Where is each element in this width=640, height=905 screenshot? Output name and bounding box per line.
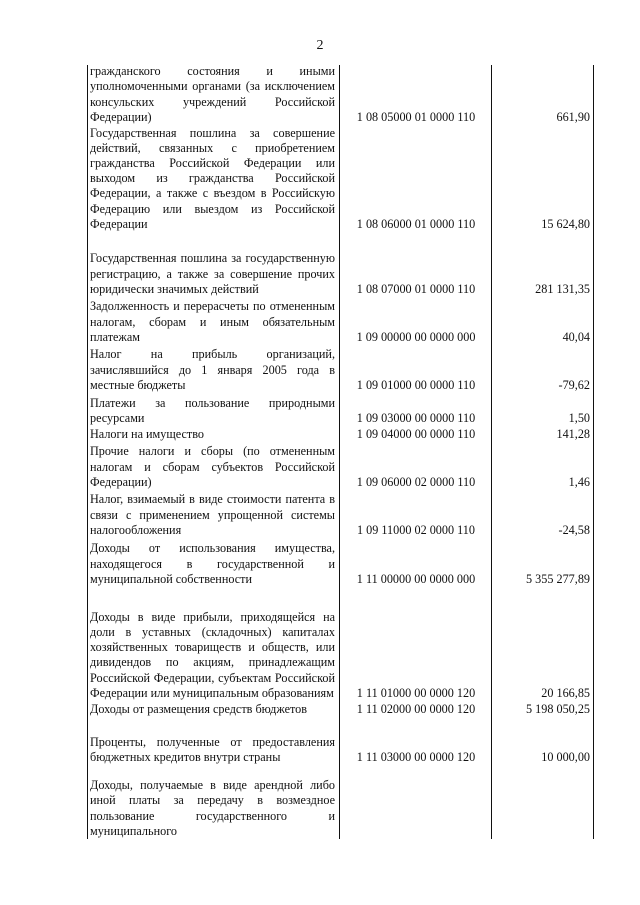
row-amount: 5 198 050,25 <box>526 701 590 716</box>
row-amount: 1,46 <box>568 474 590 489</box>
row-amount: 141,28 <box>556 426 590 441</box>
row-description: Доходы, получаемые в виде арендной либо иной платы за передачу в возмездное пользование государственного и муниципального <box>90 778 335 838</box>
row-description: Государственная пошлина за государственную регистрацию, а также за совершение прочих юридически значимых действий <box>90 251 335 296</box>
row-amount: 661,90 <box>556 109 590 124</box>
row-description: Доходы от размещения средств бюджетов <box>90 701 308 716</box>
table-row <box>87 587 594 701</box>
row-description: Задолженность и перерасчеты по отмененным налогам, сборам и иным обязательным платежам <box>90 299 335 344</box>
row-description: Налоги на имущество <box>90 426 204 441</box>
row-code: 1 11 01000 00 0000 120 <box>356 685 476 700</box>
row-description: Налог, взимаемый в виде стоимости патента в связи с применением упрощенной системы налогообложения <box>90 492 335 537</box>
row-code: 1 09 11000 02 0000 110 <box>357 522 475 537</box>
row-code: 1 09 00000 00 0000 000 <box>356 329 476 344</box>
row-amount: 40,04 <box>562 329 590 344</box>
row-code: 1 09 06000 02 0000 110 <box>356 474 476 489</box>
row-code: 1 08 06000 01 0000 110 <box>356 216 476 231</box>
row-code: 1 11 00000 00 0000 000 <box>356 571 476 586</box>
row-amount: -79,62 <box>558 377 590 392</box>
row-code: 1 09 03000 00 0000 110 <box>356 410 476 425</box>
row-code: 1 08 05000 01 0000 110 <box>356 109 476 124</box>
table-row <box>87 490 594 538</box>
table-row <box>87 345 594 393</box>
row-code: 1 09 04000 00 0000 110 <box>356 426 476 441</box>
row-code: 1 11 02000 00 0000 120 <box>356 701 476 716</box>
table-row <box>87 65 594 125</box>
table-row <box>87 701 594 717</box>
row-amount: -24,58 <box>558 522 590 537</box>
table-row <box>87 297 594 345</box>
row-amount: 20 166,85 <box>541 685 590 700</box>
budget-revenue-table <box>87 65 594 839</box>
row-amount: 10 000,00 <box>541 749 590 764</box>
row-amount: 15 624,80 <box>541 216 590 231</box>
table-row <box>87 232 594 297</box>
row-description: Прочие налоги и сборы (по отмененным налогам и сборам субъектов Российской Федерации) <box>90 444 335 489</box>
table-row <box>87 765 594 839</box>
table-row <box>87 426 594 442</box>
row-amount: 281 131,35 <box>535 281 590 296</box>
table-row <box>87 717 594 765</box>
row-code: 1 09 01000 00 0000 110 <box>356 377 476 392</box>
row-amount: 1,50 <box>568 410 590 425</box>
row-code: 1 11 03000 00 0000 120 <box>356 749 476 764</box>
row-amount: 5 355 277,89 <box>526 571 590 586</box>
row-description: Платежи за пользование природными ресурсами <box>90 395 335 425</box>
table-row <box>87 538 594 587</box>
row-description: Налог на прибыль организаций, зачислявшийся до 1 января 2005 года в местные бюджеты <box>90 347 335 392</box>
table-row <box>87 125 594 232</box>
row-description: Проценты, полученные от предоставления бюджетных кредитов внутри страны <box>90 734 335 764</box>
row-description: Доходы от использования имущества, находящегося в государственной и муниципальной собственности <box>90 541 335 586</box>
table-row <box>87 442 594 490</box>
page-number: 2 <box>316 38 324 53</box>
row-code: 1 08 07000 01 0000 110 <box>356 281 476 296</box>
row-description: Государственная пошлина за совершение действий, связанных с приобретением гражданства Российской Федерации или выходом из гражданства Российской Федерации, а также с въездом в Российскую Федерацию или выездом из Российской Федерации <box>90 125 335 231</box>
row-description: гражданского состояния и иными уполномоченными органами (за исключением консульских учреждений Российской Федерации) <box>90 64 335 124</box>
table-row <box>87 393 594 426</box>
row-description: Доходы в виде прибыли, приходящейся на доли в уставных (складочных) капиталах хозяйственных товариществ и обществ, или дивидендов по акциям, принадлежащим Российской Федерации, субъектам Российской Федерации или муниципальным образованиям <box>90 609 335 700</box>
